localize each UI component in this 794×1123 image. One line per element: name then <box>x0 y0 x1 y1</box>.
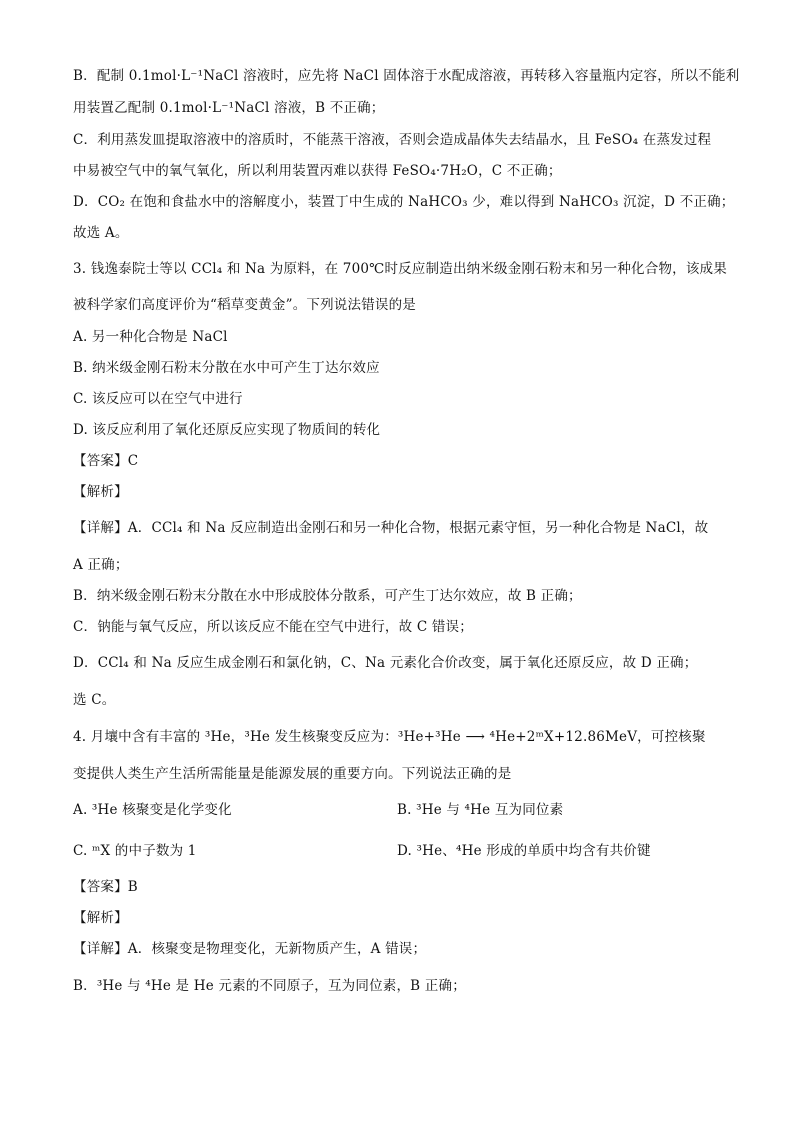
question-4-stem: 4. 月壤中含有丰富的 ³He，³He 发生核聚变反应为：³He+³He ⟶ ⁴He+2ᵐX+12.86MeV，可控核聚 <box>73 729 706 745</box>
detail-line: B．纳米级金刚石粉末分散在水中形成胶体分散系，可产生丁达尔效应，故 B 正确； <box>73 588 582 604</box>
detail-line: B．³He 与 ⁴He 是 He 元素的不同原子，互为同位素，B 正确； <box>73 978 466 994</box>
answer-label: 【答案】C <box>73 453 139 469</box>
detail-line: C．钠能与氧气反应，所以该反应不能在空气中进行，故 C 错误； <box>73 619 473 635</box>
text-line: D．CO₂ 在饱和食盐水中的溶解度小，装置丁中生成的 NaHCO₃ 少，难以得到 NaHCO₃ 沉淀，D 不正确； <box>73 194 735 210</box>
option-b: B. ³He 与 ⁴He 互为同位素 <box>397 802 564 818</box>
question-4-stem: 变提供人类生产生活所需能量是能源发展的重要方向。下列说法正确的是 <box>73 766 512 782</box>
option-d: D. 该反应利用了氧化还原反应实现了物质间的转化 <box>73 422 381 438</box>
text-line: 中易被空气中的氧气氧化，所以利用装置丙难以获得 FeSO₄·7H₂O，C 不正确； <box>73 163 562 179</box>
detail-line: 【详解】A．核聚变是物理变化，无新物质产生，A 错误； <box>73 941 427 957</box>
text-line: C．利用蒸发皿提取溶液中的溶质时，不能蒸干溶液，否则会造成晶体失去结晶水，且 FeSO₄ 在蒸发过程 <box>73 132 712 148</box>
option-d: D. ³He、⁴He 形成的单质中均含有共价键 <box>397 843 651 859</box>
detail-line: 选 C。 <box>73 692 116 708</box>
detail-line: D．CCl₄ 和 Na 反应生成金刚石和氯化钠，C、Na 元素化合价改变，属于氧化还原反应，故 D 正确； <box>73 655 698 671</box>
text-line: 用装置乙配制 0.1mol·L⁻¹NaCl 溶液，B 不正确； <box>73 100 385 116</box>
option-c: C. ᵐX 的中子数为 1 <box>73 843 197 859</box>
text-line: 故选 A。 <box>73 225 129 241</box>
option-a: A. 另一种化合物是 NaCl <box>73 329 228 345</box>
option-b: B. 纳米级金刚石粉末分散在水中可产生丁达尔效应 <box>73 360 380 376</box>
analysis-label: 【解析】 <box>73 910 128 926</box>
question-3-stem: 3. 钱逸泰院士等以 CCl₄ 和 Na 为原料，在 700℃时反应制造出纳米级金刚石粉末和另一种化合物，该成果 <box>73 261 727 277</box>
answer-label: 【答案】B <box>73 879 138 895</box>
detail-line: 【详解】A．CCl₄ 和 Na 反应制造出金刚石和另一种化合物，根据元素守恒，另一种化合物是 NaCl，故 <box>73 520 709 536</box>
detail-line: A 正确； <box>73 557 129 573</box>
analysis-label: 【解析】 <box>73 484 128 500</box>
text-line: B．配制 0.1mol·L⁻¹NaCl 溶液时，应先将 NaCl 固体溶于水配成溶液，再转移入容量瓶内定容，所以不能利 <box>73 68 740 84</box>
option-c: C. 该反应可以在空气中进行 <box>73 391 243 407</box>
option-a: A. ³He 核聚变是化学变化 <box>73 802 232 818</box>
question-3-stem: 被科学家们高度评价为“稻草变黄金”。下列说法错误的是 <box>73 297 417 313</box>
